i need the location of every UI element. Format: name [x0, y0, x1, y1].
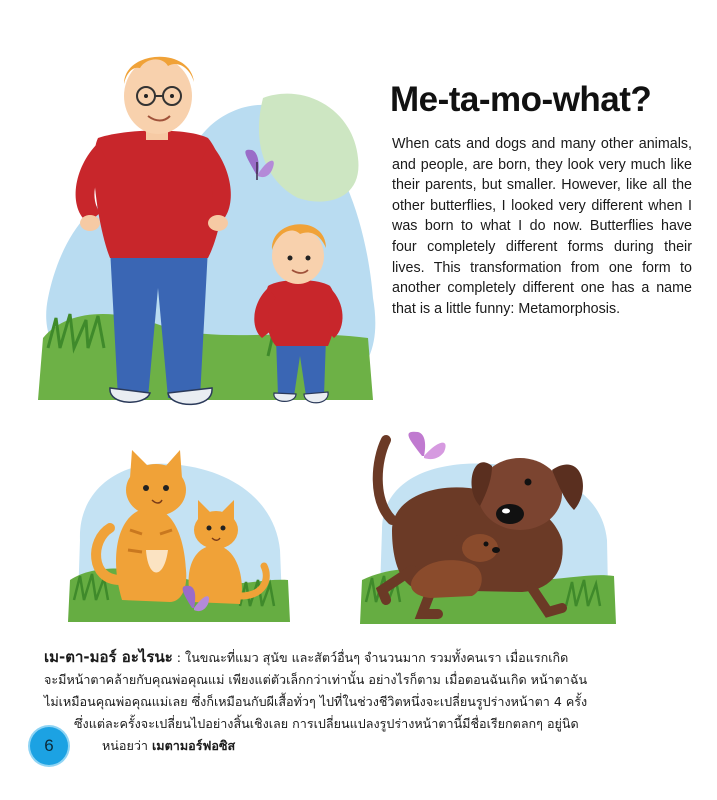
butterfly-icon: [408, 432, 445, 459]
man-and-boy-illustration: [28, 38, 380, 410]
thai-line-2: จะมีหน้าตาคล้ายกับคุณพ่อคุณแม่ เพียงแต่ตัวเล็กกว่าเท่านั้น อย่างไรก็ตาม เมื่อตอนฉันเกิด หน้าตาฉัน: [44, 672, 588, 687]
body-text-thai: [44, 646, 654, 757]
thai-line-5: หน่อยว่า เมตามอร์ฟอซิส: [102, 738, 236, 753]
cat-icon: [96, 450, 186, 602]
thai-line-4: ซึ่งแต่ละครั้งจะเปลี่ยนไปอย่างสิ้นเชิงเลย การเปลี่ยนแปลงรูปร่างหน้าตานี้มีชื่อเรียกตลกๆ อยู่นิด: [74, 716, 579, 731]
page-number-badge: 6: [30, 727, 68, 765]
page-title: Me-ta-mo-what?: [390, 80, 652, 119]
thai-line-1: เม-ตา-มอร์ อะไรนะ : ในขณะที่แมว สุนัข และสัตว์อื่นๆ จำนวนมาก รวมทั้งคนเรา เมื่อแรกเกิด: [44, 648, 569, 666]
thai-term: เมตามอร์ฟอซิส: [152, 738, 236, 753]
thai-line-3: ไม่เหมือนคุณพ่อคุณแม่เลย ซึ่งก็เหมือนกับผีเสื้อทั่วๆ ไปที่ในช่วงชีวิตหนึ่งจะเปลี่ยนรูปร่างหน้าตา 4 ครั้ง: [44, 694, 588, 709]
thai-heading: เม-ตา-มอร์ อะไรนะ: [44, 648, 173, 666]
cats-illustration: [60, 430, 295, 630]
dogs-illustration: [352, 420, 620, 630]
body-text-english: When cats and dogs and many other animals, and people, are born, they look very much like their parents, but smaller. However, like all the other butterflies, I looked very different when I was born to what I do now. Butterflies have four completely different forms during their lives. This transformation from one form to another completely different one has a name that is a little funny: Metamorphosis.: [392, 136, 692, 317]
